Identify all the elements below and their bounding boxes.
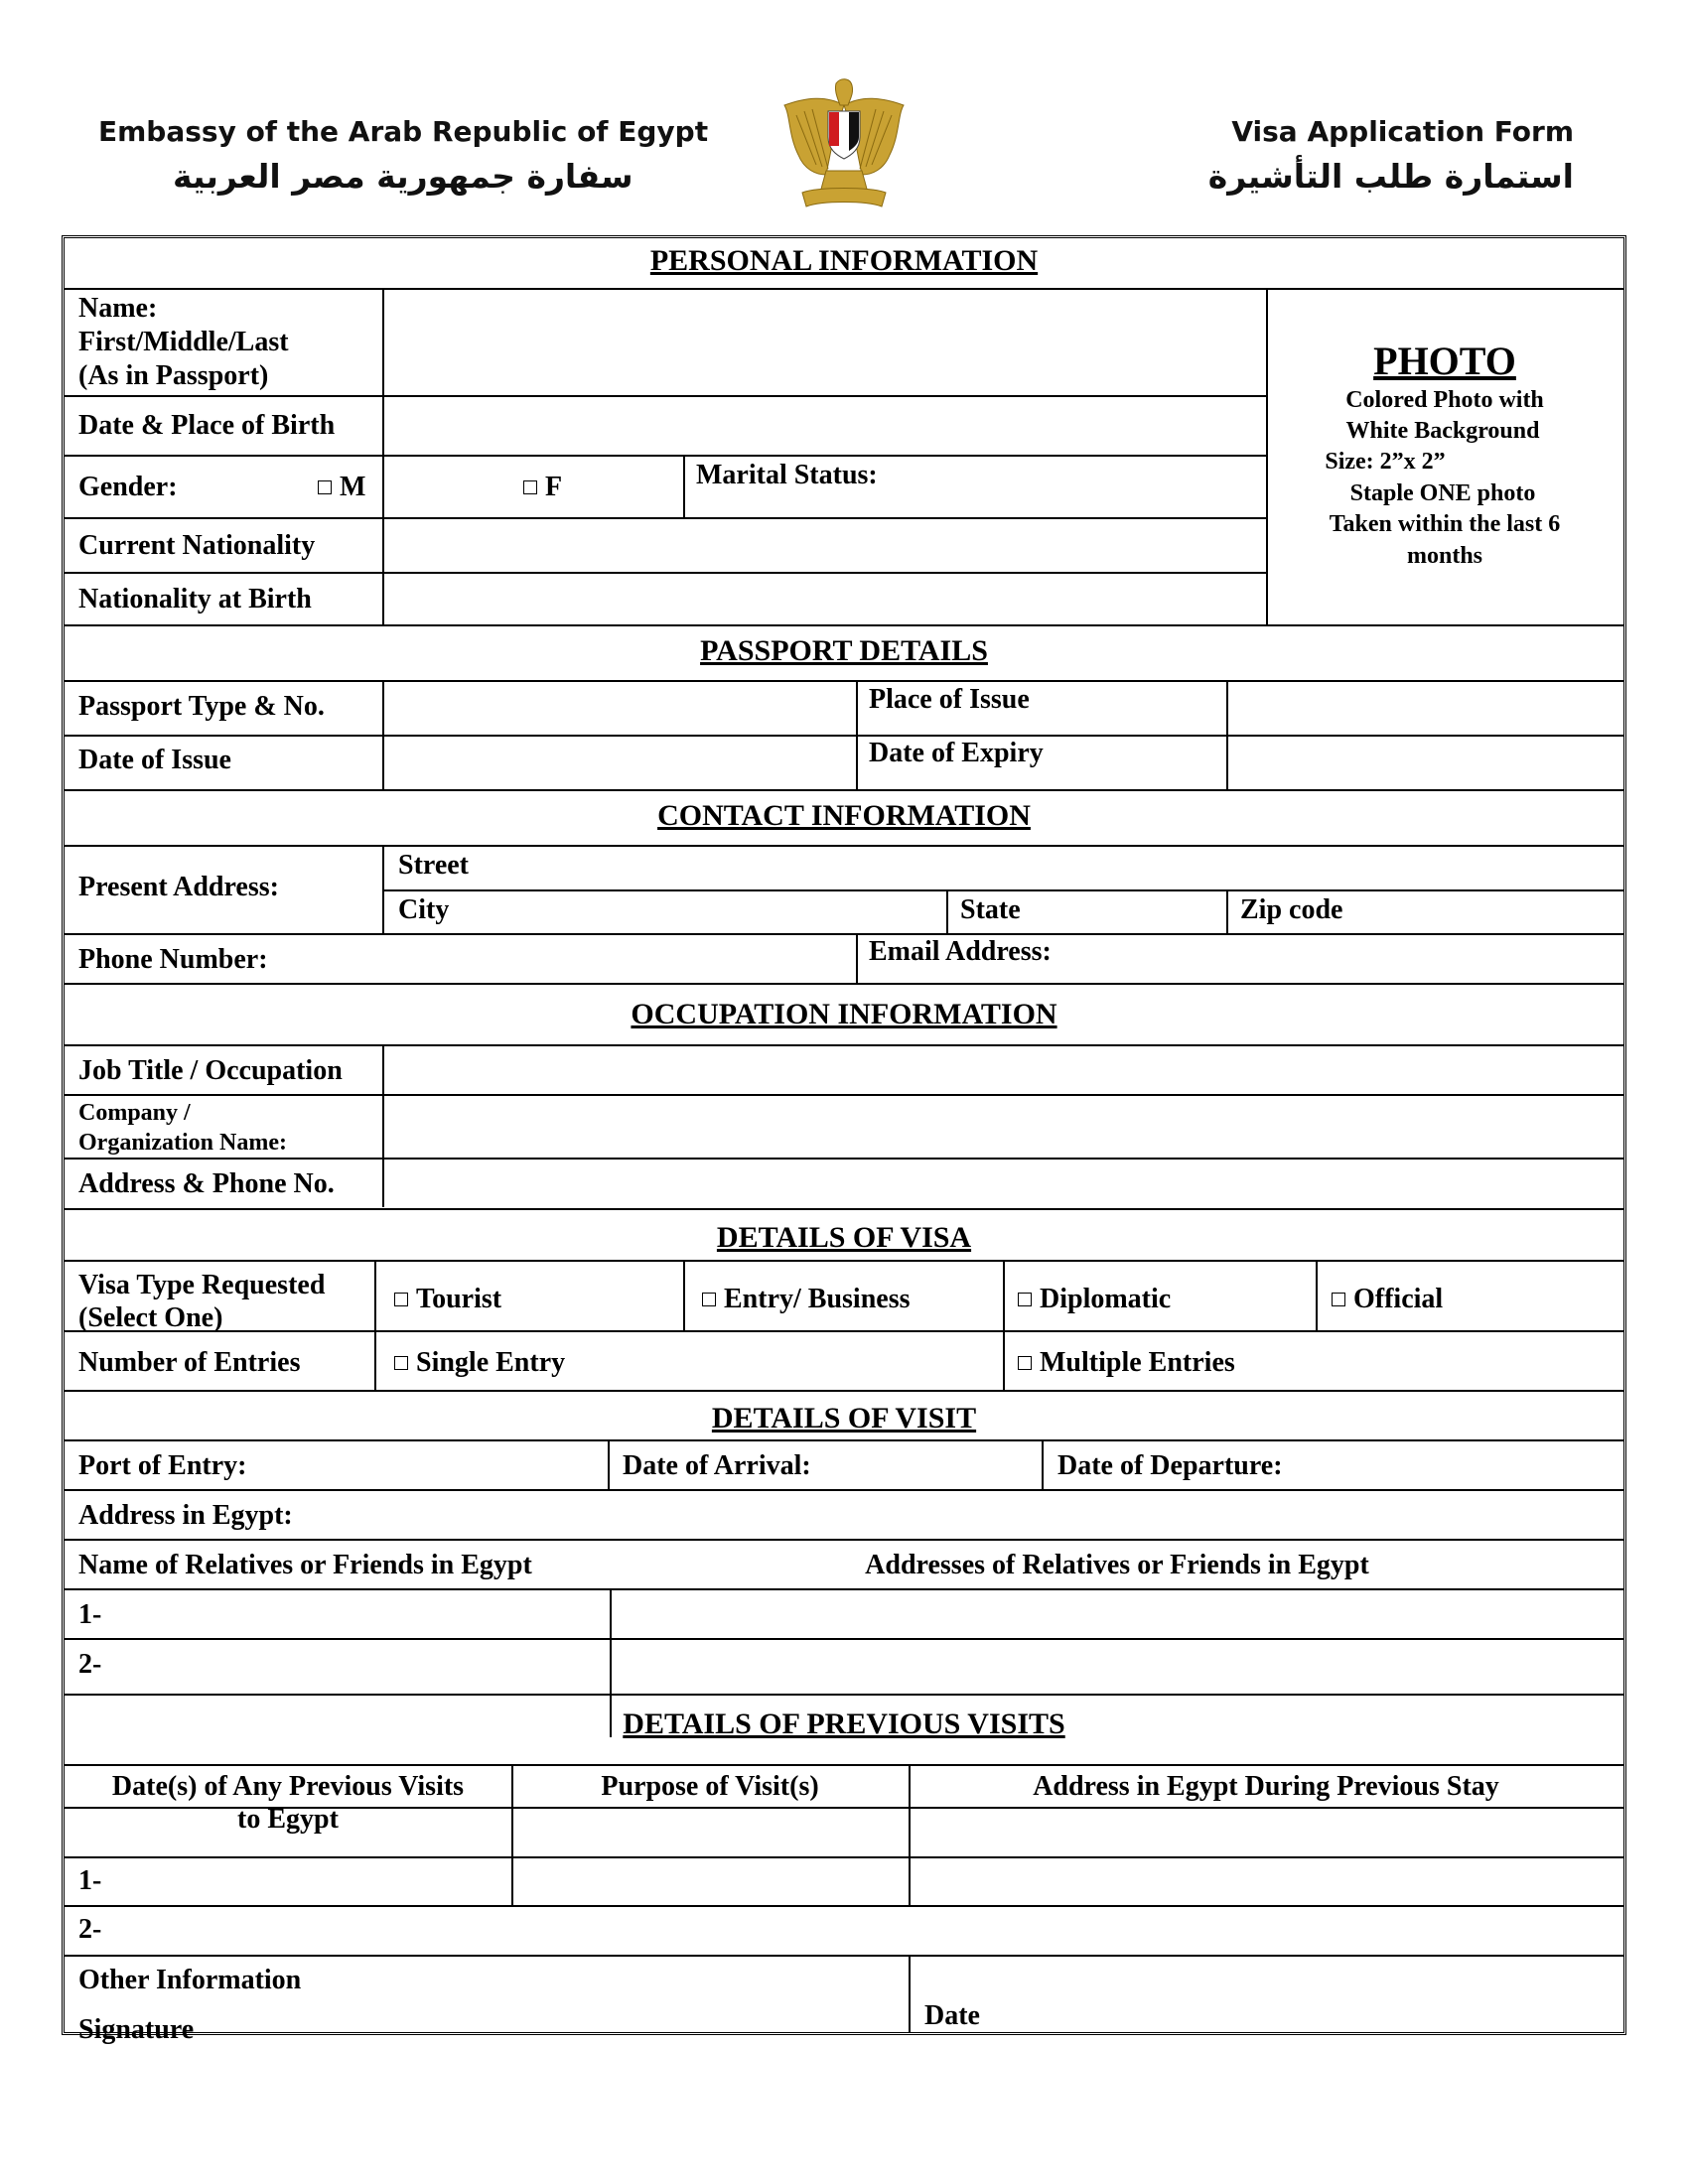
gender-m-checkbox[interactable] (318, 473, 365, 503)
visa-tourist-checkbox[interactable] (394, 1285, 501, 1315)
photo-instruction-6: months (1406, 543, 1483, 569)
photo-instruction-3: Size: 2”x 2” (1325, 449, 1446, 475)
passport-type-label: Passport Type & No. (78, 691, 325, 722)
previous-address-label: Address in Egypt During Previous Stay (1033, 1771, 1499, 1802)
relatives-row-1: 1- (78, 1599, 102, 1630)
city-label: City (398, 894, 450, 925)
multiple-entries-label: Multiple Entries (1040, 1347, 1235, 1378)
phone-number-label: Phone Number: (78, 944, 268, 975)
previous-dates-label-line1: Date(s) of Any Previous Visits (111, 1771, 465, 1802)
multiple-entries-checkbox[interactable] (1018, 1348, 1235, 1379)
occupation-section-title: OCCUPATION INFORMATION (631, 998, 1057, 1030)
job-title-label: Job Title / Occupation (78, 1055, 343, 1086)
visa-section-title: DETAILS OF VISA (716, 1221, 972, 1254)
checkbox-icon (318, 480, 332, 494)
contact-section-title: CONTACT INFORMATION (657, 799, 1031, 832)
relatives-addresses-label: Addresses of Relatives or Friends in Egypt (865, 1550, 1369, 1580)
checkbox-icon (523, 480, 537, 494)
gender-label: Gender: (78, 472, 178, 502)
date-of-expiry-label: Date of Expiry (869, 738, 1044, 768)
photo-instruction-5: Taken within the last 6 (1329, 511, 1561, 537)
date-of-issue-label: Date of Issue (78, 745, 231, 775)
visa-business-label: Entry/ Business (724, 1284, 911, 1314)
checkbox-icon (394, 1293, 408, 1306)
visa-diplomatic-label: Diplomatic (1040, 1284, 1172, 1314)
previous-purpose-label: Purpose of Visit(s) (601, 1771, 819, 1802)
date-of-departure-label: Date of Departure: (1057, 1450, 1283, 1481)
single-entry-label: Single Entry (416, 1347, 566, 1378)
visa-tourist-label: Tourist (416, 1284, 502, 1314)
relatives-names-label: Name of Relatives or Friends in Egypt (78, 1550, 532, 1580)
port-of-entry-label: Port of Entry: (78, 1450, 247, 1481)
embassy-name-ar: سفارة جمهورية مصر العربية (173, 157, 633, 196)
gender-f-label: F (545, 472, 563, 502)
date-label: Date (924, 2000, 980, 2031)
personal-section-title: PERSONAL INFORMATION (649, 244, 1039, 277)
visa-business-checkbox[interactable] (702, 1285, 911, 1315)
gender-f-checkbox[interactable] (523, 473, 562, 503)
place-of-issue-label: Place of Issue (869, 684, 1030, 715)
visa-type-label-line2: (Select One) (78, 1302, 223, 1333)
embassy-name-en: Embassy of the Arab Republic of Egypt (98, 115, 709, 148)
photo-title: PHOTO (1373, 339, 1516, 383)
photo-instruction-2: White Background (1345, 418, 1540, 444)
previous-visits-section-title: DETAILS OF PREVIOUS VISITS (623, 1707, 1065, 1740)
email-address-label: Email Address: (869, 936, 1052, 967)
present-address-label: Present Address: (78, 872, 279, 902)
photo-instruction-1: Colored Photo with (1345, 387, 1544, 413)
signature-label: Signature (78, 2014, 195, 2045)
date-of-arrival-label: Date of Arrival: (623, 1450, 811, 1481)
checkbox-icon (702, 1293, 716, 1306)
previous-dates-label-line2: to Egypt (237, 1804, 339, 1835)
photo-instruction-4: Staple ONE photo (1349, 480, 1536, 506)
passport-section-title: PASSPORT DETAILS (700, 634, 988, 667)
name-label-line1: Name: (78, 293, 158, 324)
marital-status-label: Marital Status: (696, 460, 878, 490)
address-in-egypt-label: Address in Egypt: (78, 1500, 293, 1531)
single-entry-checkbox[interactable] (394, 1348, 565, 1379)
form-title-en: Visa Application Form (1231, 115, 1574, 148)
checkbox-icon (1332, 1293, 1345, 1306)
checkbox-icon (1018, 1356, 1032, 1370)
other-information-label: Other Information (78, 1965, 302, 1995)
street-label: Street (398, 850, 469, 881)
company-label-line2: Organization Name: (78, 1130, 287, 1156)
application-form (62, 235, 1626, 2045)
address-phone-label: Address & Phone No. (78, 1168, 335, 1199)
name-label-line3: (As in Passport) (78, 360, 269, 391)
state-label: State (960, 894, 1021, 925)
current-nationality-label: Current Nationality (78, 530, 316, 561)
visit-section-title: DETAILS OF VISIT (711, 1402, 977, 1434)
form-title-ar: استمارة طلب التأشيرة (1207, 157, 1574, 196)
name-label-line2: First/Middle/Last (78, 327, 289, 357)
relatives-row-2: 2- (78, 1649, 102, 1680)
zip-code-label: Zip code (1240, 894, 1343, 925)
dob-label: Date & Place of Birth (78, 410, 336, 441)
visa-official-checkbox[interactable] (1332, 1285, 1443, 1315)
visa-type-label-line1: Visa Type Requested (78, 1270, 326, 1300)
visa-diplomatic-checkbox[interactable] (1018, 1285, 1171, 1315)
gender-m-label: M (340, 472, 366, 502)
nationality-at-birth-label: Nationality at Birth (78, 584, 312, 614)
checkbox-icon (1018, 1293, 1032, 1306)
previous-row-2: 2- (78, 1914, 102, 1945)
visa-official-label: Official (1353, 1284, 1444, 1314)
egypt-eagle-emblem-icon (776, 75, 912, 212)
previous-row-1: 1- (78, 1865, 102, 1896)
number-of-entries-label: Number of Entries (78, 1347, 301, 1378)
company-label-line1: Company / (78, 1100, 191, 1126)
checkbox-icon (394, 1356, 408, 1370)
